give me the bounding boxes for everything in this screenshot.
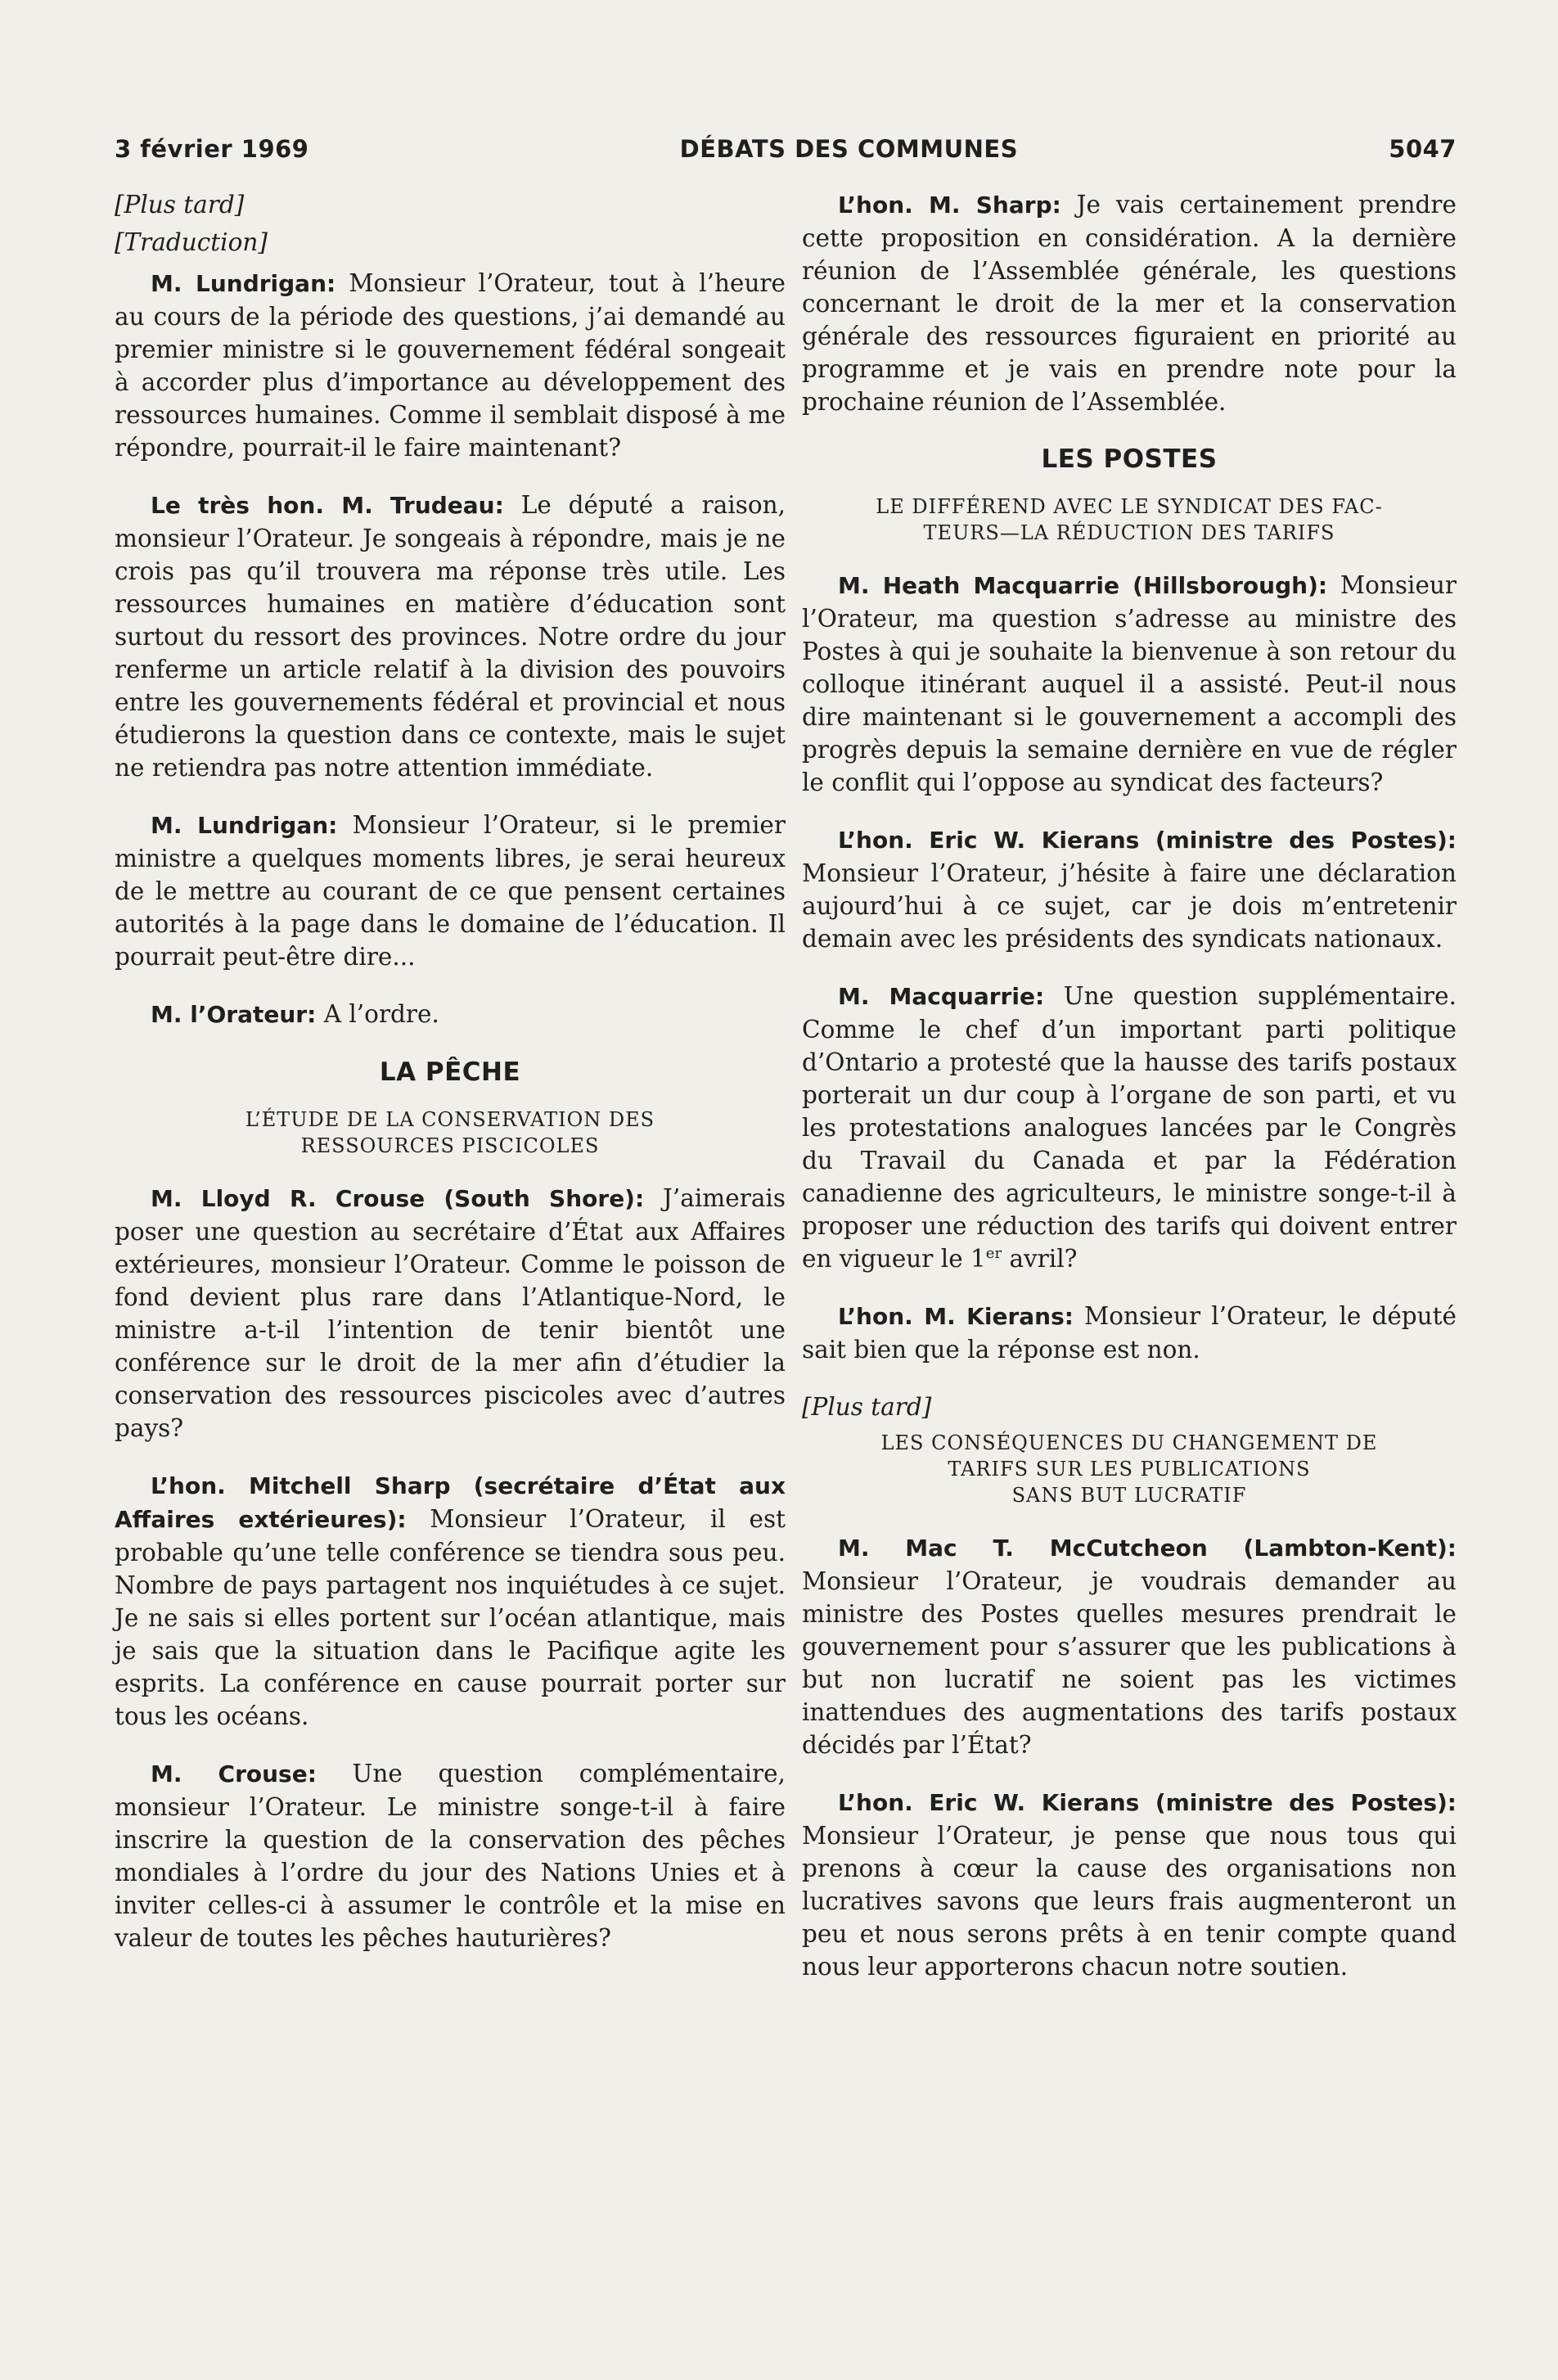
subheading-line: LE DIFFÉREND AVEC LE SYNDICAT DES FAC- (876, 495, 1383, 518)
subheading-differend (802, 494, 1457, 546)
header-date: 3 février 1969 (115, 135, 309, 163)
paragraph-text: Je vais certainement prendre cette proposition en considération. A la dernière réunion de l’Assemblée générale, les questions concernant le droit de la mer et la conservation générale des ressources figuraient en priorité au programme et je vais en prendre note pour la prochaine réunion de l’Assemblée. (802, 191, 1457, 416)
paragraph-orateur (115, 998, 786, 1031)
tag-plus-tard-2: [Plus tard] (802, 1393, 932, 1421)
paragraph-crouse-2 (115, 1757, 786, 1954)
paragraph-crouse-1 (115, 1182, 786, 1445)
speaker-name: Le très hon. M. Trudeau: (151, 492, 504, 519)
speaker-name: M. Heath Macquarrie (Hillsborough): (838, 572, 1328, 599)
superscript-er: er (985, 1245, 1002, 1263)
paragraph-kierans-1 (802, 823, 1457, 955)
right-column (802, 188, 1457, 2008)
subheading-consequences (802, 1430, 1457, 1508)
speaker-name: M. Mac T. McCutcheon (Lambton-Kent): (838, 1535, 1457, 1562)
subheading-line: TEURS—LA RÉDUCTION DES TARIFS (923, 521, 1335, 544)
paragraph-text: A l’ordre. (316, 1000, 439, 1028)
paragraph-text: Le député a raison, monsieur l’Orateur. Je songeais à répondre, mais je ne crois pas qu’il trouvera ma réponse très utile. Les ressources humaines en matière d’éducation sont surtout du ressort des provinces. Notre ordre du jour renferme un article relatif à la division des pouvoirs entre les gouvernements fédéral et provincial et nous étudierons la question dans ce contexte, mais le sujet ne retiendra pas notre attention immédiate. (115, 491, 786, 782)
paragraph-text: Monsieur l’Orateur, tout à l’heure au cours de la période des questions, j’ai demandé au premier ministre si le gouvernement fédéral songeait à accorder plus d’importance au développement des ressources humaines. Comme il semblait disposé à me répondre, pourrait-il le faire maintenant? (115, 269, 786, 462)
paragraph-macquarrie-1 (802, 569, 1457, 799)
header-page-number: 5047 (1389, 135, 1457, 163)
paragraph-text: Monsieur l’Orateur, je voudrais demander au ministre des Postes quelles mesures prendrait le gouvernement pour s’assurer que les publications à but non lucratif ne soient pas les victimes inattendues des augmentations des tarifs postaux décidés par l’État? (802, 1567, 1457, 1759)
subheading-line: LES CONSÉQUENCES DU CHANGEMENT DE (880, 1431, 1378, 1454)
paragraph-sharp-2 (802, 188, 1457, 418)
paragraph-text: Monsieur l’Orateur, il est probable qu’une telle conférence se tiendra sous peu. Nombre de pays partagent nos inquiétudes à ce sujet. Je ne sais si elles portent sur l’océan atlantique, mais je sais que la situation dans le Pacifique agite les esprits. La conférence en cause pourrait porter sur tous les océans. (115, 1505, 786, 1730)
subheading-line: L’ÉTUDE DE LA CONSERVATION DES (245, 1108, 655, 1131)
paragraph-text: Monsieur l’Orateur, si le premier ministre a quelques moments libres, je serai heureux de le mettre au courant de ce que pensent certaines autorités à la page dans le domaine de l’éducation. Il pourrait peut-être dire... (115, 811, 786, 971)
paragraph-lundrigan-2 (115, 809, 786, 973)
subheading-line: SANS BUT LUCRATIF (1011, 1484, 1247, 1507)
tag-plus-tard: [Plus tard] (115, 191, 245, 219)
paragraph-lundrigan-1 (115, 267, 786, 464)
paragraph-text: Monsieur l’Orateur, le député sait bien que la réponse est non. (802, 1302, 1457, 1364)
speaker-name: M. Macquarrie: (838, 983, 1045, 1010)
subheading-line: RESSOURCES PISCICOLES (300, 1134, 600, 1157)
paragraph-text: Monsieur l’Orateur, ma question s’adresse au ministre des Postes à qui je souhaite la bienvenue à son retour du colloque itinérant auquel il a assisté. Peut-il nous dire maintenant si le gouvernement a accompli des progrès depuis la semaine dernière en vue de régler le conflit qui l’oppose au syndicat des facteurs? (802, 571, 1457, 796)
header-title: DÉBATS DES COMMUNES (679, 135, 1019, 163)
speaker-name: M. Lundrigan: (151, 270, 336, 297)
speaker-name: L’hon. M. Kierans: (838, 1303, 1074, 1330)
speaker-name: M. Lloyd R. Crouse (South Shore): (151, 1185, 645, 1212)
section-heading-peche: LA PÊCHE (379, 1057, 521, 1087)
speaker-name: L’hon. Eric W. Kierans (ministre des Postes): (838, 827, 1457, 854)
paragraph-text: avril? (1002, 1245, 1078, 1273)
left-column (115, 188, 786, 1979)
paragraph-sharp-1 (115, 1469, 786, 1733)
paragraph-macquarrie-2 (802, 980, 1457, 1275)
speaker-name: M. l’Orateur: (151, 1001, 317, 1028)
speaker-name: L’hon. Eric W. Kierans (ministre des Postes): (838, 1789, 1457, 1816)
paragraph-text: J’aimerais poser une question au secrétaire d’État aux Affaires extérieures, monsieur l’Orateur. Comme le poisson de fond devient plus rare dans l’Atlantique-Nord, le ministre a-t-il l’intention de tenir bientôt une conférence sur le droit de la mer afin d’étudier la conservation des ressources piscicoles avec d’autres pays? (115, 1184, 786, 1442)
speaker-name: L’hon. M. Sharp: (838, 192, 1061, 219)
speaker-name: M. Lundrigan: (151, 812, 338, 839)
paragraph-trudeau (115, 489, 786, 784)
paragraph-text: Une question supplémentaire. Comme le chef d’un important parti politique d’Ontario a protesté que la hausse des tarifs postaux porterait un dur coup à l’organe de son parti, et vu les protestations analogues lancées par le Congrès du Travail du Canada et par la Fédération canadienne des agriculteurs, le ministre songe-t-il à proposer une réduction des tarifs qui doivent entrer en vigueur le 1 (802, 982, 1457, 1273)
subheading-conservation (115, 1107, 786, 1159)
paragraph-mccutcheon (802, 1531, 1457, 1761)
paragraph-kierans-3 (802, 1786, 1457, 1983)
paragraph-text: Monsieur l’Orateur, je pense que nous tous qui prenons à cœur la cause des organisations non lucratives savons que leurs frais augmenteront un peu et nous serons prêts à en tenir compte quand nous leur apporterons chacun notre soutien. (802, 1822, 1457, 1981)
subheading-line: TARIFS SUR LES PUBLICATIONS (948, 1458, 1311, 1481)
speaker-name: M. Crouse: (151, 1760, 317, 1787)
tag-traduction: [Traduction] (115, 228, 268, 256)
page-header (115, 131, 1457, 167)
paragraph-text: Monsieur l’Orateur, j’hésite à faire une déclaration aujourd’hui à ce sujet, car je dois m’entretenir demain avec les présidents des syndicats nationaux. (802, 859, 1457, 953)
paragraph-kierans-2 (802, 1300, 1457, 1366)
section-heading-postes: LES POSTES (1041, 444, 1218, 474)
paragraph-text: Une question complémentaire, monsieur l’Orateur. Le ministre songe-t-il à faire inscrire la question de la conservation des pêches mondiales à l’ordre du jour des Nations Unies et à inviter celles-ci à assumer le contrôle et la mise en valeur de toutes les pêches hauturières? (115, 1760, 786, 1952)
speaker-name: L’hon. Mitchell Sharp (secrétaire d’État aux Affaires extérieures): (115, 1472, 786, 1533)
